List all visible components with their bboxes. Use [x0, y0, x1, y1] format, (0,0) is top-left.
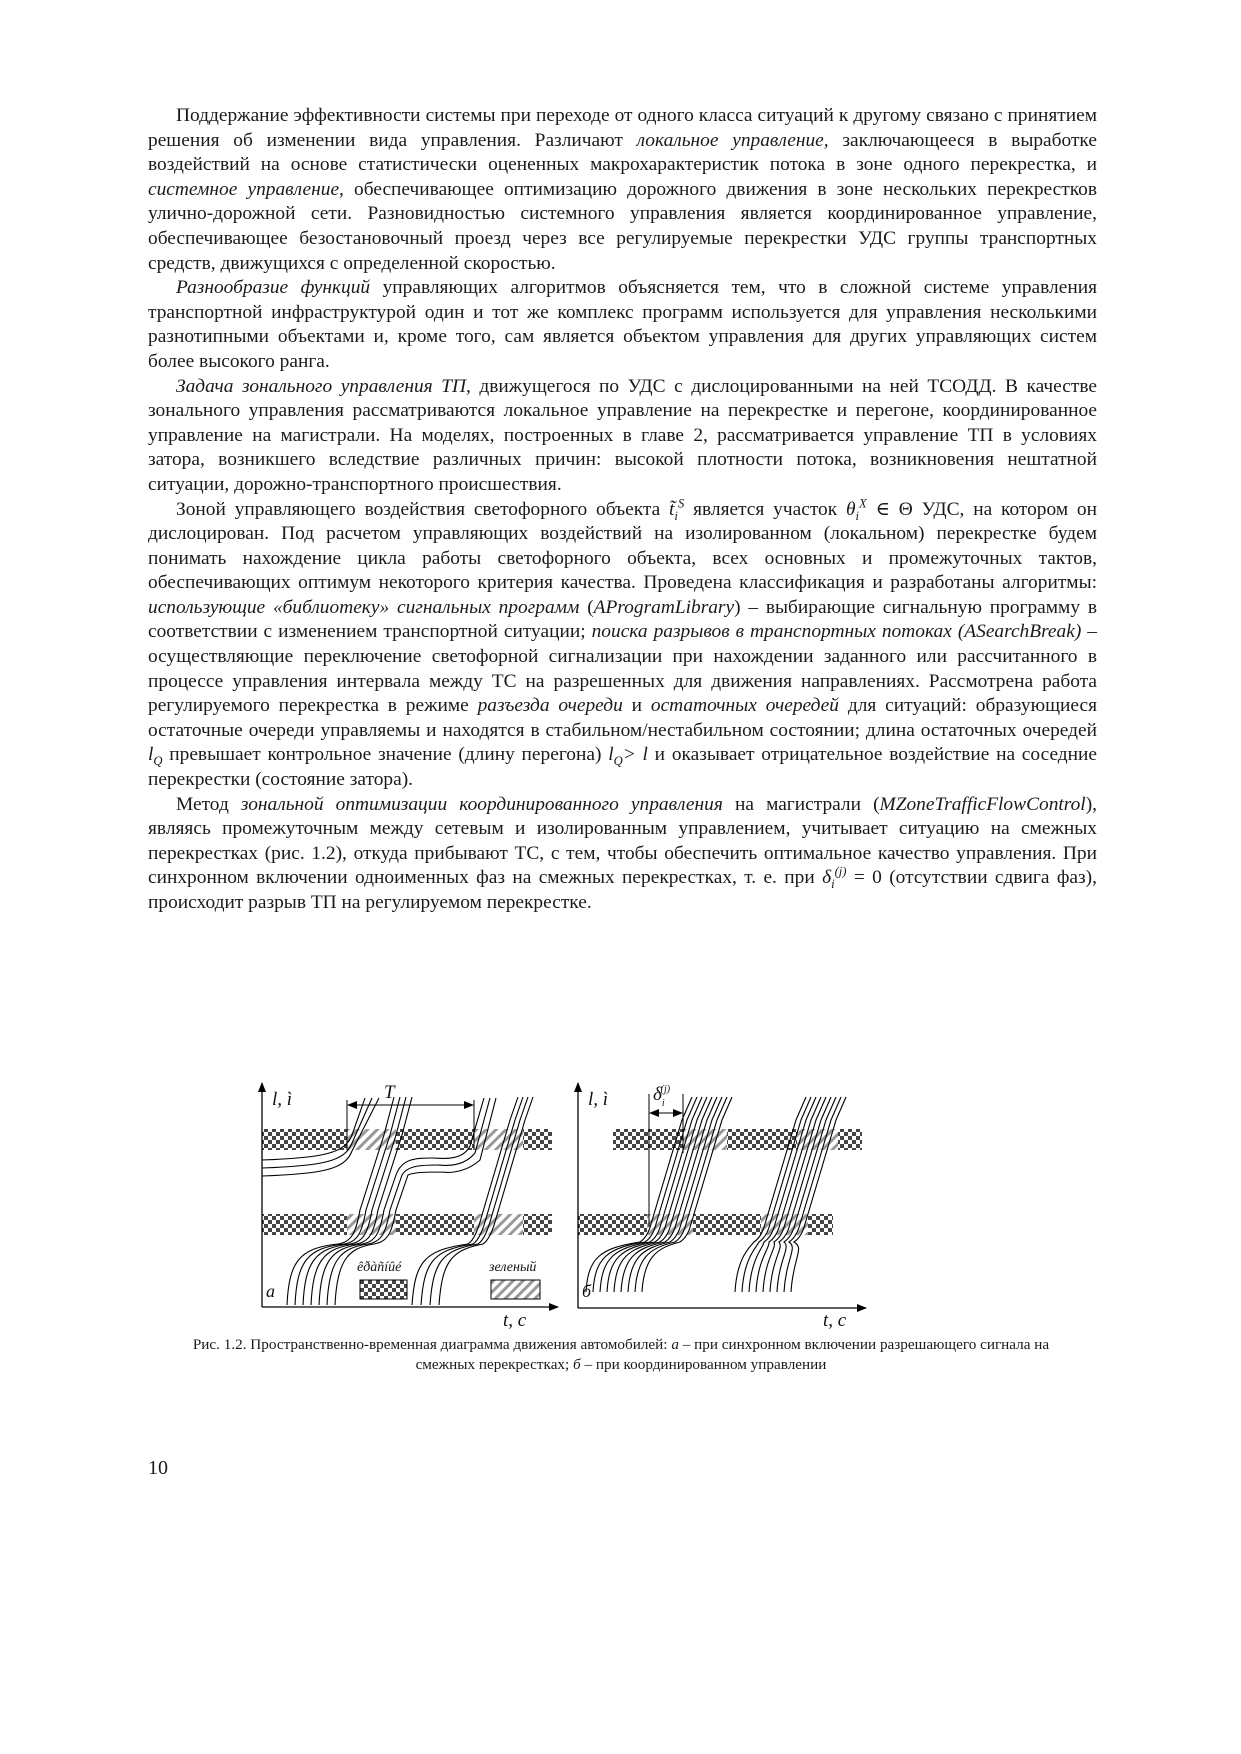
y-axis-label-b: l, ì	[588, 1089, 609, 1110]
trajectory-line	[593, 1097, 697, 1292]
math-subscript: Q	[613, 754, 623, 769]
trajectory-line	[777, 1097, 836, 1292]
panel-b-label: б	[582, 1281, 592, 1301]
legend-green-label: зеленый	[489, 1260, 537, 1275]
italic-term: MZoneTrafficFlowControl	[879, 793, 1086, 815]
trajectory-line	[784, 1097, 841, 1292]
x-axis-label-b: t, c	[823, 1310, 847, 1331]
text-run: для ситуаций: образующиеся остаточные очереди управляемы и находятся в стабильном/нестабильном состоянии; длина остаточных очередей	[148, 695, 1098, 741]
legend-red-swatch	[360, 1280, 407, 1299]
y-axis-label-a: l, ì	[272, 1089, 293, 1110]
text-run: управляющих алгоритмов объясняется тем, что в сложной системе управления транспортной инфраструктурой один и тот же комплекс программ используется для управления несколькими разнотипными объектами и, кроме того, сам является объектом управления для других управляющих систем более высокого ранга.	[148, 277, 1098, 372]
italic-term: > l	[622, 744, 648, 766]
math-expression	[822, 864, 847, 892]
italic-term: б	[573, 1356, 581, 1373]
italic-term: а	[671, 1336, 679, 1353]
italic-term: разъезда очереди	[477, 695, 623, 717]
shift-label: $\delta_i(j)$	[653, 1084, 671, 1109]
text-run: обеспечивающее оптимизацию дорожного движения в зоне нескольких перекрестков улично-дорожной сети. Разновидностью системного управления является координированное управление, обеспечивающее безостановочный проезд через все регулируемые перекрестки УДС группы транспортных средств, движущихся с определенной скоростью.	[148, 178, 1098, 274]
math-superscript: X	[859, 496, 867, 511]
math-subscript: Q	[153, 754, 163, 769]
signal-band-b-top-green	[683, 1129, 727, 1150]
space-time-diagram	[240, 1075, 900, 1333]
paragraph	[148, 498, 1097, 793]
paragraph	[148, 375, 1097, 498]
text-run: Зоной управляющего воздействия светофорного объекта	[176, 498, 670, 520]
body-text	[148, 104, 1097, 916]
italic-term: остаточных очередей	[650, 695, 839, 717]
italic-term: поиска разрывов в транспортных потоках (ASearchBreak)	[591, 621, 1082, 643]
page-number: 10	[148, 1457, 168, 1479]
italic-term: системное управление,	[148, 178, 344, 200]
math-expression	[148, 744, 163, 769]
x-axis-label-a: t, c	[503, 1310, 527, 1331]
legend-red-label: êðàñíûé	[357, 1260, 402, 1275]
figure-caption	[190, 1335, 1052, 1375]
paragraph	[148, 793, 1097, 916]
text-run: является участок	[684, 498, 846, 520]
math-superscript: (j)	[834, 864, 847, 879]
math-base: l	[608, 744, 614, 766]
math-base: δ	[822, 867, 832, 889]
math-expression	[669, 496, 685, 523]
text-run: Поддержание эффективности системы при переходе от одного класса ситуаций к другому связано с принятием решения об изменении вида управления. Различают	[148, 105, 1097, 151]
trajectory-line	[586, 1097, 692, 1292]
text-run: Рис. 1.2. Пространственно-временная диаграмма движения автомобилей:	[192, 1336, 672, 1353]
math-subscript: i	[674, 508, 678, 523]
italic-term: Задача зонального управления ТП,	[176, 375, 471, 397]
text-run: и оказывает отрицательное воздействие на соседние перекрестки (состояние затора).	[148, 744, 1098, 791]
text-run: ) – выбирающие сигнальную программу в соответствии с изменением транспортной ситуации;	[148, 596, 1097, 643]
trajectory-line	[607, 1097, 707, 1292]
text-run: Метод	[176, 793, 241, 815]
panel-a-label: а	[266, 1281, 275, 1301]
text-run: – осуществляющие переключение светофорной сигнализации при нахождении заданного или рассчитанного в процессе управления интервала между ТС на разрешенных для движения направлениях. Рассмотрена работа регулируемого перекрестка в режиме	[148, 621, 1097, 717]
math-subscript: i	[855, 508, 860, 523]
text-run: ), являясь промежуточным между сетевым и изолированным управлением, учитывает ситуацию на смежных перекрестках (рис. 1.2), откуда прибывают ТС, с тем, чтобы обеспечить оптимальное качество управления. При синхронном включении одноименных фаз на смежных перекрестках, т. е. при	[148, 793, 1097, 889]
italic-term: использующие «библиотеку» сигнальных программ	[148, 596, 580, 618]
math-subscript: i	[831, 877, 835, 892]
text-run: движущегося по УДС с дислоцированными на ней ТСОДД. В качестве зонального управления рассматриваются локальное управление на перекрестке и перегоне, координированное управление на магистрали. На моделях, построенных в главе 2, рассматривается управление ТП в условиях затора, возникшего вследствие различных причин: высокой плотности потока, возникновения нештатной ситуации, дорожно-транспортного происшествия.	[148, 375, 1097, 495]
math-base: l	[148, 744, 154, 766]
text-run: превышает контрольное значение (длину перегона)	[162, 744, 609, 766]
text-run: заключающееся в выработке воздействий на основе статистически оцененных макрохарактеристик потока в зоне одного перекрестка, и	[148, 129, 1097, 176]
text-run: – при синхронном включении разрешающего сигнала на смежных перекрестках;	[415, 1336, 1050, 1373]
legend-green-swatch	[491, 1280, 540, 1299]
math-superscript: S	[677, 496, 685, 511]
text-run: и	[622, 695, 651, 717]
text-run: на магистрали (	[722, 793, 880, 815]
text-run: – при координированном управлении	[580, 1356, 827, 1373]
signal-band-a-top-green	[474, 1129, 523, 1150]
math-expression	[608, 744, 623, 769]
trajectory-line	[600, 1097, 702, 1292]
text-run: (	[579, 596, 594, 618]
paragraph	[148, 276, 1097, 374]
trajectory-line	[614, 1097, 712, 1292]
text-run: ∈ Θ УДС, на котором он дислоцирован. Под расчетом управляющих воздействий на изолированном (локальном) перекрестке будем понимать нахождение цикла работы светофорного объекта, всех основных и промежуточных тактов, обеспечивающих оптимум некоторого критерия качества. Проведена классификация и разработаны алгоритмы:	[148, 498, 1097, 594]
period-label: T	[384, 1082, 395, 1103]
italic-term: AProgramLibrary	[593, 596, 735, 618]
paragraph	[148, 104, 1097, 276]
math-expression	[846, 496, 867, 523]
trajectory-line	[742, 1097, 811, 1292]
trajectory-line	[642, 1097, 732, 1292]
math-base: t̃	[669, 498, 675, 520]
math-base: θ	[846, 498, 856, 520]
italic-term: Разнообразие функций	[176, 277, 371, 299]
italic-term: локальное управление,	[636, 129, 829, 151]
text-run: = 0 (отсутствии сдвига фаз), происходит разрыв ТП на регулируемом перекрестке.	[148, 867, 1097, 913]
italic-term: зональной оптимизации координированного управления	[240, 793, 723, 815]
